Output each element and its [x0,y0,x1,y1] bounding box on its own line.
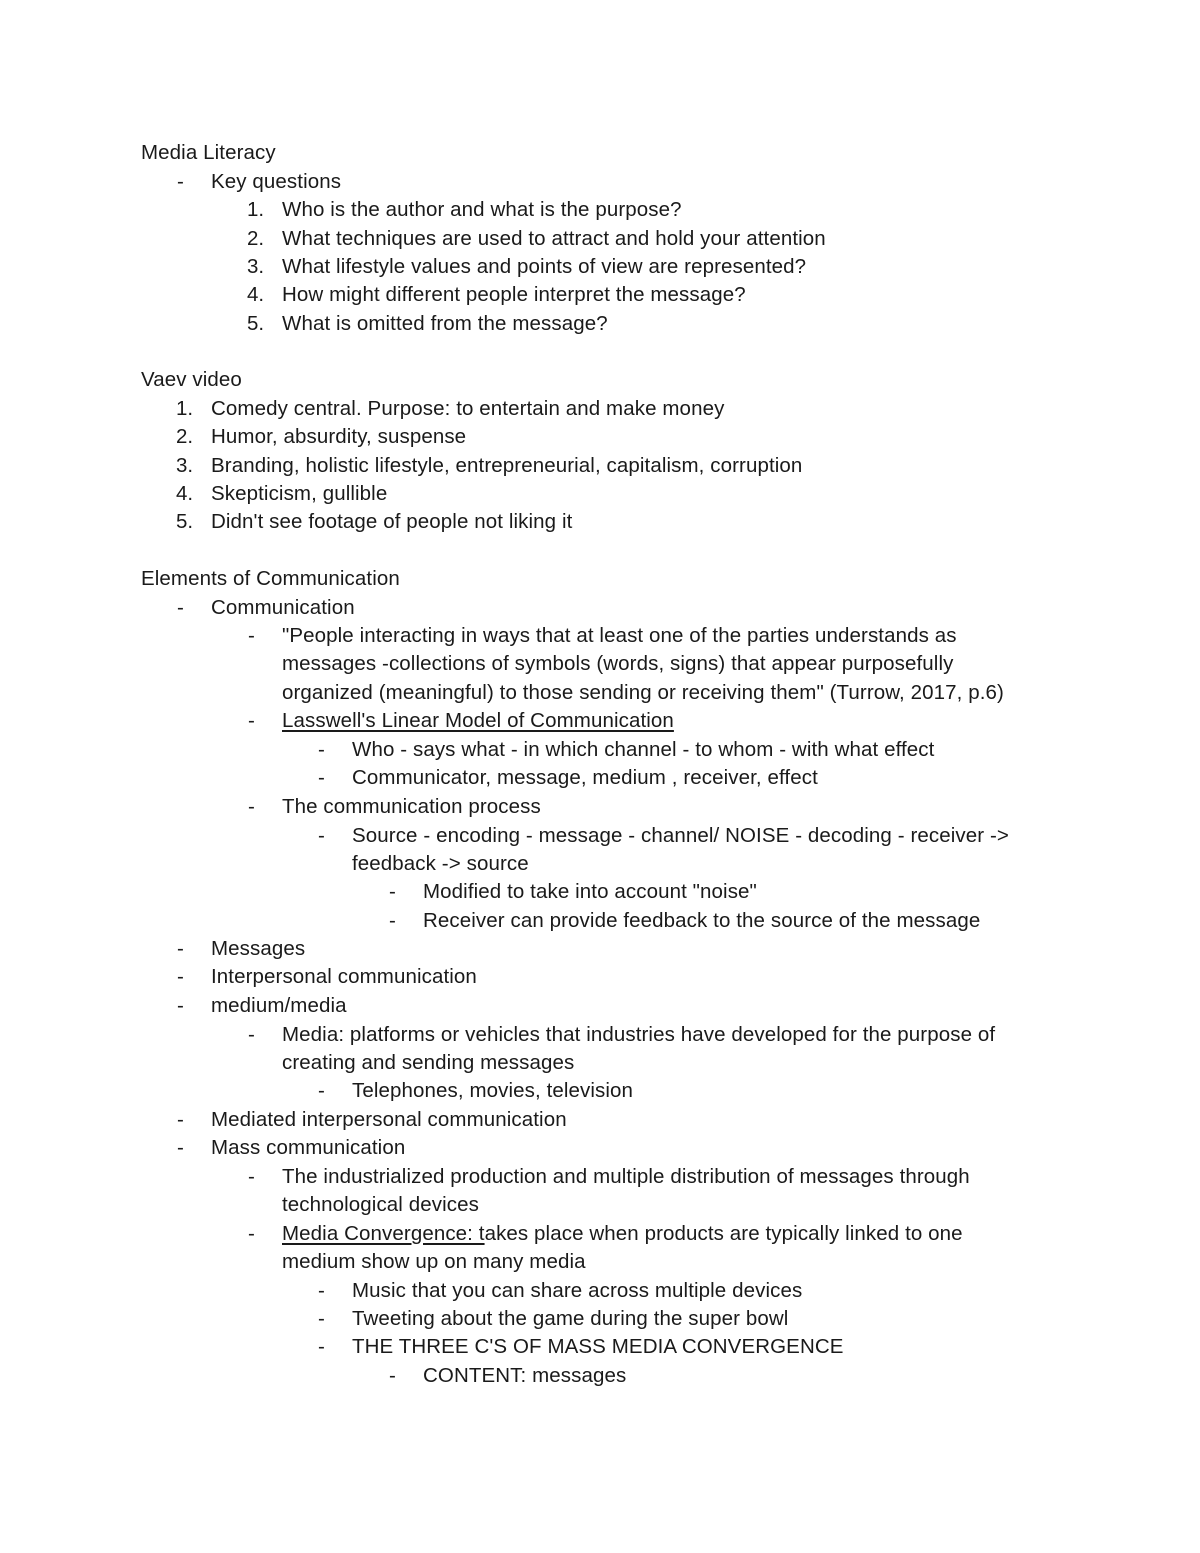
vaev-answer-3: Branding, holistic lifestyle, entrepreneurial, capitalism, corruption [211,454,803,477]
lasswell-model-title: Lasswell's Linear Model of Communication [282,709,674,732]
heading-vaev-video: Vaev video [141,368,242,391]
vaev-answer-2: Humor, absurdity, suspense [211,425,467,448]
key-questions-label: Key questions [211,170,342,193]
bullet-dash: - [318,1335,325,1358]
media-convergence-term: Media Convergence: t [282,1222,485,1245]
question-5: What is omitted from the message? [282,312,608,335]
vaev-answer-4: Skepticism, gullible [211,482,388,505]
media-definition-line-1: Media: platforms or vehicles that industries have developed for the purpose of [282,1023,996,1046]
bullet-dash: - [318,1307,325,1330]
bullet-dash: - [248,1165,255,1188]
bullet-dash: - [177,965,184,988]
question-4: How might different people interpret the message? [282,283,746,306]
question-1: Who is the author and what is the purpose? [282,198,682,221]
bullet-dash: - [318,1079,325,1102]
bullet-dash: - [318,824,325,847]
list-number: 1. [176,397,194,420]
list-number: 5. [176,510,194,533]
bullet-dash: - [248,795,255,818]
bullet-dash: - [389,1364,396,1387]
vaev-answer-5: Didn't see footage of people not liking it [211,510,573,533]
mass-definition-line-2: technological devices [282,1193,479,1216]
list-number: 4. [247,283,265,306]
bullet-dash: - [318,738,325,761]
item-communication: Communication [211,596,355,619]
bullet-dash: - [177,170,184,193]
list-number: 5. [247,312,265,335]
list-number: 3. [176,454,194,477]
bullet-dash: - [248,1023,255,1046]
list-number: 2. [247,227,265,250]
bullet-dash: - [389,909,396,932]
convergence-example-1: Music that you can share across multiple devices [352,1279,803,1302]
bullet-dash: - [389,880,396,903]
list-number: 4. [176,482,194,505]
bullet-dash: - [318,766,325,789]
process-sub-1: Modified to take into account "noise" [423,880,757,903]
process-line-1: Source - encoding - message - channel/ NOISE - decoding - receiver -> [352,824,1009,847]
bullet-dash: - [177,994,184,1017]
definition-line-3: organized (meaningful) to those sending or receiving them" (Turrow, 2017, p.6) [282,681,1004,704]
definition-line-1: "People interacting in ways that at least one of the parties understands as [282,624,957,647]
media-definition-line-2: creating and sending messages [282,1051,575,1074]
content-item: CONTENT: messages [423,1364,627,1387]
bullet-dash: - [177,1136,184,1159]
communication-process: The communication process [282,795,541,818]
process-line-2: feedback -> source [352,852,529,875]
question-2: What techniques are used to attract and hold your attention [282,227,826,250]
bullet-dash: - [177,937,184,960]
bullet-dash: - [318,1279,325,1302]
three-cs-heading: THE THREE C'S OF MASS MEDIA CONVERGENCE [352,1335,844,1358]
media-convergence-line-2: medium show up on many media [282,1250,586,1273]
heading-media-literacy: Media Literacy [141,141,276,164]
process-sub-2: Receiver can provide feedback to the source of the message [423,909,981,932]
media-convergence-rest: akes place when products are typically linked to one [484,1222,963,1245]
bullet-dash: - [248,709,255,732]
item-mass-communication: Mass communication [211,1136,406,1159]
mass-definition-line-1: The industrialized production and multiple distribution of messages through [282,1165,970,1188]
question-3: What lifestyle values and points of view are represented? [282,255,807,278]
bullet-dash: - [177,596,184,619]
list-number: 3. [247,255,265,278]
item-messages: Messages [211,937,306,960]
lasswell-item-2: Communicator, message, medium , receiver, effect [352,766,818,789]
media-examples: Telephones, movies, television [352,1079,634,1102]
item-medium-media: medium/media [211,994,347,1017]
heading-elements-of-communication: Elements of Communication [141,567,400,590]
item-mediated-interpersonal: Mediated interpersonal communication [211,1108,567,1131]
convergence-example-2: Tweeting about the game during the super bowl [352,1307,789,1330]
media-convergence-line-1 [282,1220,963,1248]
bullet-dash: - [248,624,255,647]
definition-line-2: messages -collections of symbols (words, signs) that appear purposefully [282,652,954,675]
vaev-answer-1: Comedy central. Purpose: to entertain and make money [211,397,725,420]
bullet-dash: - [248,1222,255,1245]
bullet-dash: - [177,1108,184,1131]
list-number: 2. [176,425,194,448]
list-number: 1. [247,198,265,221]
lasswell-item-1: Who - says what - in which channel - to whom - with what effect [352,738,935,761]
item-interpersonal: Interpersonal communication [211,965,477,988]
